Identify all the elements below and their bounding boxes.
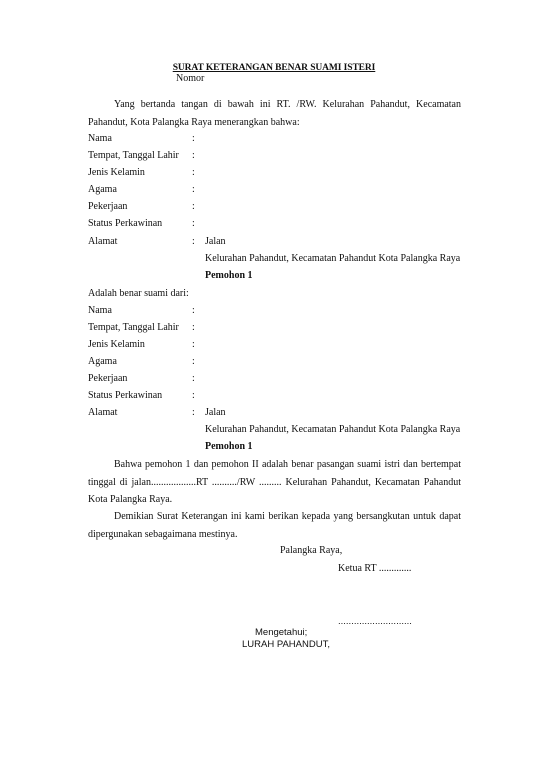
colon-status-2: : <box>192 390 195 401</box>
label-status-1: Status Perkawinan <box>88 218 163 229</box>
label-pekerjaan-1: Pekerjaan <box>88 201 128 212</box>
label-nama-1: Nama <box>88 133 112 144</box>
colon-nama-1: : <box>192 133 195 144</box>
intro-paragraph: Yang bertanda tangan di bawah ini RT. /RW. Kelurahan Pahandut, Kecamatan Pahandut, Kota Palangka Raya menerangkan bahwa: <box>88 99 461 128</box>
alamat-value-1: Jalan <box>205 236 226 247</box>
colon-ttl-2: : <box>192 322 195 333</box>
document-title: SURAT KETERANGAN BENAR SUAMI ISTERI <box>172 63 376 73</box>
colon-jk-1: : <box>192 167 195 178</box>
colon-pekerjaan-2: : <box>192 373 195 384</box>
signature-place: Palangka Raya, <box>280 545 343 556</box>
colon-ttl-1: : <box>192 150 195 161</box>
colon-nama-2: : <box>192 305 195 316</box>
label-agama-2: Agama <box>88 356 117 367</box>
label-nama-2: Nama <box>88 305 112 316</box>
mengetahui-label: Mengetahui; <box>255 627 308 638</box>
colon-agama-2: : <box>192 356 195 367</box>
pemohon-2-label: Pemohon 1 <box>205 441 253 452</box>
colon-jk-2: : <box>192 339 195 350</box>
label-ttl-2: Tempat, Tanggal Lahir <box>88 322 179 333</box>
alamat-value-2: Jalan <box>205 407 226 418</box>
lurah-label: LURAH PAHANDUT, <box>242 639 330 650</box>
document-number-label: Nomor <box>176 73 205 84</box>
label-alamat-1: Alamat <box>88 236 118 247</box>
label-jk-2: Jenis Kelamin <box>88 339 145 350</box>
colon-alamat-2: : <box>192 407 195 418</box>
alamat-line2-2: Kelurahan Pahandut, Kecamatan Pahandut Kota Palangka Raya <box>205 424 461 435</box>
bahwa-paragraph: Bahwa pemohon 1 dan pemohon II adalah benar pasangan suami istri dan bertempat tinggal di jalan..................RT ........../RW ......... Kelurahan Pahandut, Kecamatan Pahandut Kota Palangka Raya. <box>88 459 461 505</box>
label-alamat-2: Alamat <box>88 407 118 418</box>
signature-dots: ............................ <box>338 616 412 627</box>
demikian-paragraph: Demikian Surat Keterangan ini kami berikan kepada yang bersangkutan untuk dapat dipergunakan sebagaimana mestinya. <box>88 511 461 540</box>
label-jk-1: Jenis Kelamin <box>88 167 145 178</box>
label-agama-1: Agama <box>88 184 117 195</box>
ketua-rt-label: Ketua RT ............. <box>338 563 412 574</box>
label-status-2: Status Perkawinan <box>88 390 163 401</box>
label-ttl-1: Tempat, Tanggal Lahir <box>88 150 179 161</box>
colon-pekerjaan-1: : <box>192 201 195 212</box>
colon-agama-1: : <box>192 184 195 195</box>
colon-status-1: : <box>192 218 195 229</box>
pemohon-1-label: Pemohon 1 <box>205 270 253 281</box>
adalah-suami-text: Adalah benar suami dari: <box>88 288 189 299</box>
alamat-line2-1: Kelurahan Pahandut, Kecamatan Pahandut Kota Palangka Raya <box>205 253 461 264</box>
colon-alamat-1: : <box>192 236 195 247</box>
label-pekerjaan-2: Pekerjaan <box>88 373 128 384</box>
